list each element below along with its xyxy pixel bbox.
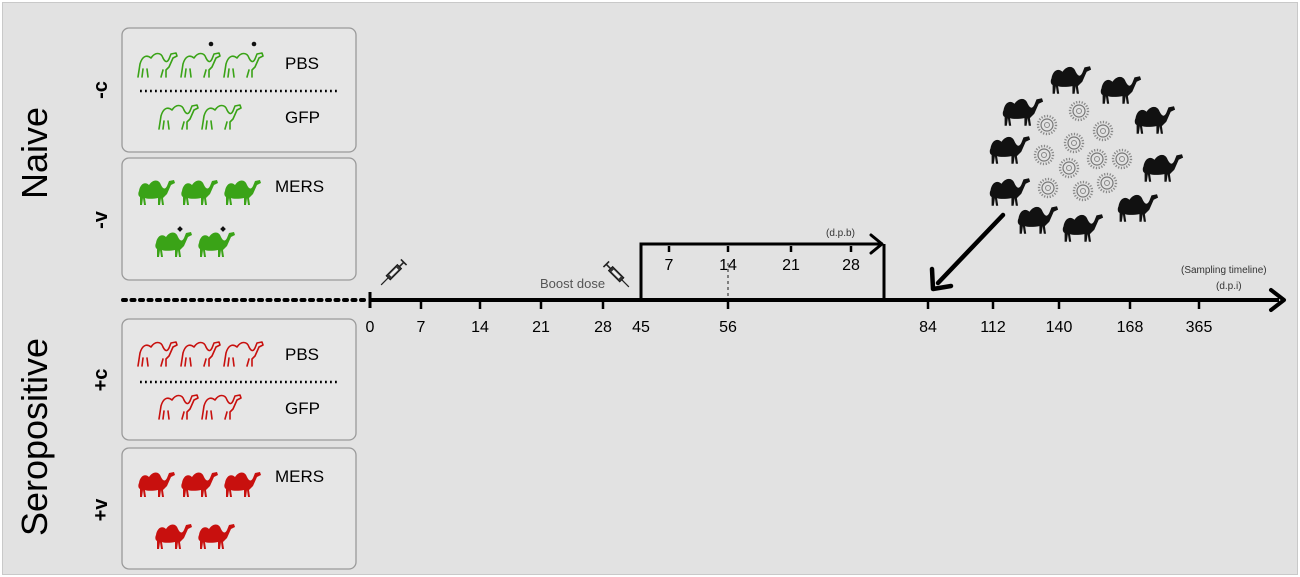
tick-label: 21: [532, 319, 550, 336]
tick-label: 84: [919, 319, 937, 336]
dpb-label: (d.p.b): [826, 228, 855, 239]
pbs-label: PBS: [285, 345, 320, 364]
sero-control-label: +c: [90, 368, 112, 392]
camel-herd: [932, 66, 1183, 289]
tick-label: 14: [719, 257, 737, 274]
naive-control-panel: [122, 28, 356, 152]
mers-label: MERS: [275, 467, 325, 486]
tick-label: 0: [365, 319, 375, 336]
tick-label: 168: [1116, 319, 1144, 336]
seropositive-label: Seropositive: [14, 337, 55, 537]
tick-label: 28: [842, 257, 860, 274]
naive-label: Naive: [14, 106, 55, 200]
syringe-icon: [603, 261, 631, 289]
tick-label: 112: [980, 319, 1006, 336]
sero-vaccine-panel: [122, 448, 356, 569]
syringe-icon: [378, 259, 406, 287]
gfp-label: GFP: [285, 108, 320, 127]
tick-label: 7: [664, 257, 674, 274]
sero-vaccine-label: +v: [90, 498, 112, 522]
tick-label: 365: [1185, 319, 1213, 336]
sero-control-panel: [122, 319, 356, 440]
naive-control-label: -c: [90, 81, 112, 99]
tick-label: 21: [782, 257, 800, 274]
tick-label: 140: [1045, 319, 1073, 336]
tick-label: 7: [416, 319, 426, 336]
gfp-label: GFP: [285, 399, 320, 418]
mers-label: MERS: [275, 177, 325, 196]
camel-icon: [990, 66, 1183, 242]
timeline-ticks: [366, 302, 1213, 336]
tick-label: 28: [594, 319, 612, 336]
boost-dose-label: Boost dose: [540, 276, 606, 291]
sampling-timeline-label: (Sampling timeline): [1181, 265, 1267, 276]
boost-ticks: [665, 246, 860, 274]
boost-window: [640, 228, 885, 300]
virus-icon: [1035, 102, 1131, 200]
pbs-label: PBS: [285, 54, 320, 73]
tick-label: 45: [632, 319, 650, 336]
diagram-canvas: [2, 2, 1298, 575]
naive-vaccine-label: -v: [90, 211, 112, 229]
naive-vaccine-panel: [122, 158, 356, 280]
dpi-label: (d.p.i): [1216, 281, 1242, 292]
tick-label: 14: [471, 319, 489, 336]
tick-label: 56: [719, 319, 737, 336]
